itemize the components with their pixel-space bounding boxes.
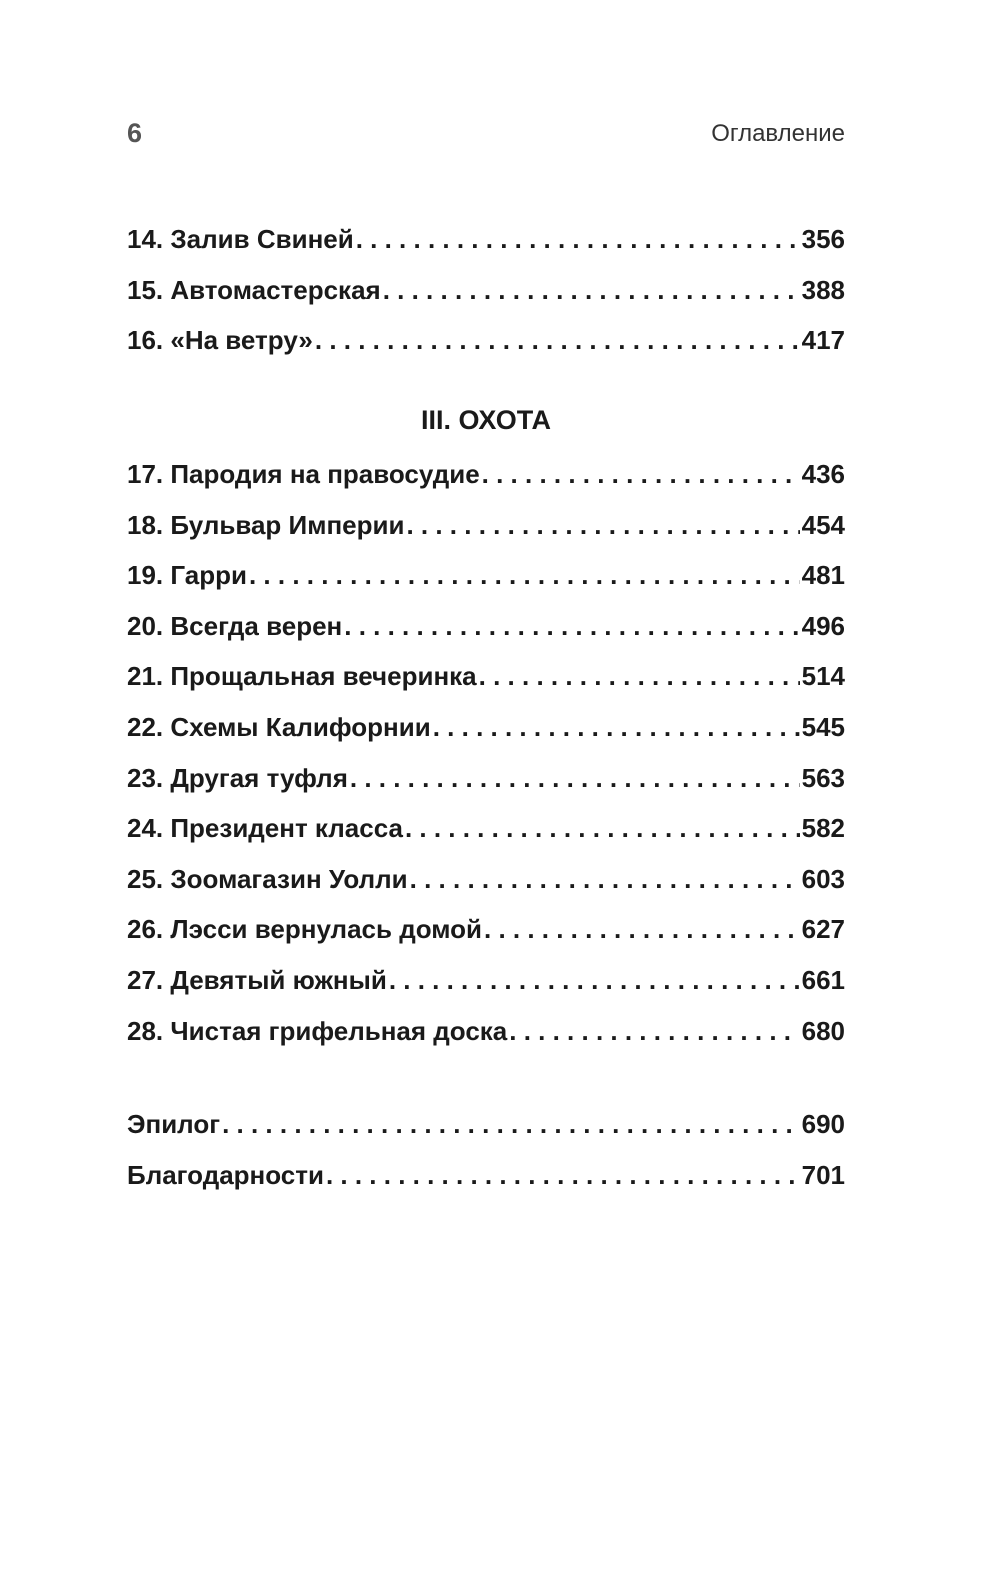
toc-entry-page: 545 <box>801 711 845 742</box>
dot-leader <box>509 1016 799 1047</box>
toc-entry <box>127 560 845 611</box>
toc-entry <box>127 1160 845 1211</box>
toc-entry <box>127 224 845 275</box>
toc-entry-page: 563 <box>801 762 845 793</box>
dot-leader <box>406 510 799 541</box>
dot-leader <box>389 965 800 996</box>
toc-entry <box>127 813 845 864</box>
toc-entry-page: 388 <box>801 274 845 305</box>
toc-entry-title: Эпилог <box>127 1109 221 1139</box>
toc-entry-title: 17. Пародия на правосудие <box>127 459 480 489</box>
toc-entry <box>127 763 845 814</box>
toc-part-three <box>127 459 845 1066</box>
toc-entry-page: 603 <box>801 863 845 894</box>
dot-leader <box>383 275 800 306</box>
toc-entry <box>127 914 845 965</box>
toc-part-two-tail <box>127 224 845 376</box>
toc-entry-page: 582 <box>801 813 845 844</box>
dot-leader <box>479 661 800 692</box>
toc-entry-page: 514 <box>801 661 845 692</box>
page-number: 6 <box>127 118 143 148</box>
dot-leader <box>326 1160 800 1191</box>
dot-leader <box>249 560 800 591</box>
dot-leader <box>344 611 799 642</box>
toc-entry <box>127 325 845 376</box>
dot-leader <box>410 864 800 895</box>
toc-entry-title: Благодарности <box>127 1159 324 1190</box>
dot-leader <box>405 813 800 844</box>
toc-entry-page: 454 <box>801 509 845 540</box>
toc-entry <box>127 864 845 915</box>
toc-entry-page: 701 <box>801 1159 845 1190</box>
toc-entry-title: 19. Гарри <box>127 560 247 591</box>
toc-entry-title: 21. Прощальная вечеринка <box>127 661 477 692</box>
toc-entry-title: 15. Автомастерская <box>127 274 381 305</box>
dot-leader <box>350 763 800 794</box>
toc-entry-title: 14. Залив Свиней <box>127 224 354 254</box>
running-head <box>127 118 845 158</box>
dot-leader <box>222 1109 800 1140</box>
toc-entry-page: 436 <box>801 459 845 489</box>
toc-entry-page: 661 <box>801 964 845 995</box>
toc-entry-title: 24. Президент класса <box>127 813 403 844</box>
part-heading: III. ОХОТА <box>420 405 552 435</box>
toc-entry-page: 690 <box>801 1109 845 1139</box>
toc-entry-page: 417 <box>801 325 845 356</box>
dot-leader <box>356 224 800 255</box>
toc-entry-title: 18. Бульвар Империи <box>127 509 405 540</box>
section-title: Оглавление <box>711 120 845 147</box>
toc-entry <box>127 1109 845 1160</box>
toc-entry <box>127 661 845 712</box>
toc-entry <box>127 459 845 510</box>
toc-entry <box>127 1016 845 1067</box>
toc-entry-page: 356 <box>801 224 845 254</box>
toc-entry <box>127 275 845 326</box>
toc-entry-page: 496 <box>801 610 845 641</box>
toc-entry-title: 23. Другая туфля <box>127 762 348 793</box>
dot-leader <box>433 712 800 743</box>
toc-entry <box>127 510 845 561</box>
toc-entry-page: 481 <box>801 560 845 591</box>
toc-entry-title: 25. Зоомагазин Уолли <box>127 863 408 894</box>
toc-entry-title: 28. Чистая грифельная доска <box>127 1015 508 1046</box>
toc-entry-page: 680 <box>801 1015 845 1046</box>
toc-entry <box>127 611 845 662</box>
toc-entry <box>127 965 845 1016</box>
toc-entry-title: 20. Всегда верен <box>127 610 343 641</box>
toc-entry-title: 26. Лэсси вернулась домой <box>127 914 482 945</box>
dot-leader <box>482 459 800 490</box>
dot-leader <box>484 914 800 945</box>
toc-entry-title: 22. Схемы Калифорнии <box>127 711 431 742</box>
toc-entry-page: 627 <box>801 914 845 945</box>
toc-entry-title: 16. «На ветру» <box>127 325 313 356</box>
toc-back-matter <box>127 1109 845 1210</box>
toc-entry-title: 27. Девятый южный <box>127 964 387 995</box>
book-page <box>127 0 845 1573</box>
dot-leader <box>315 325 800 356</box>
toc-entry <box>127 712 845 763</box>
